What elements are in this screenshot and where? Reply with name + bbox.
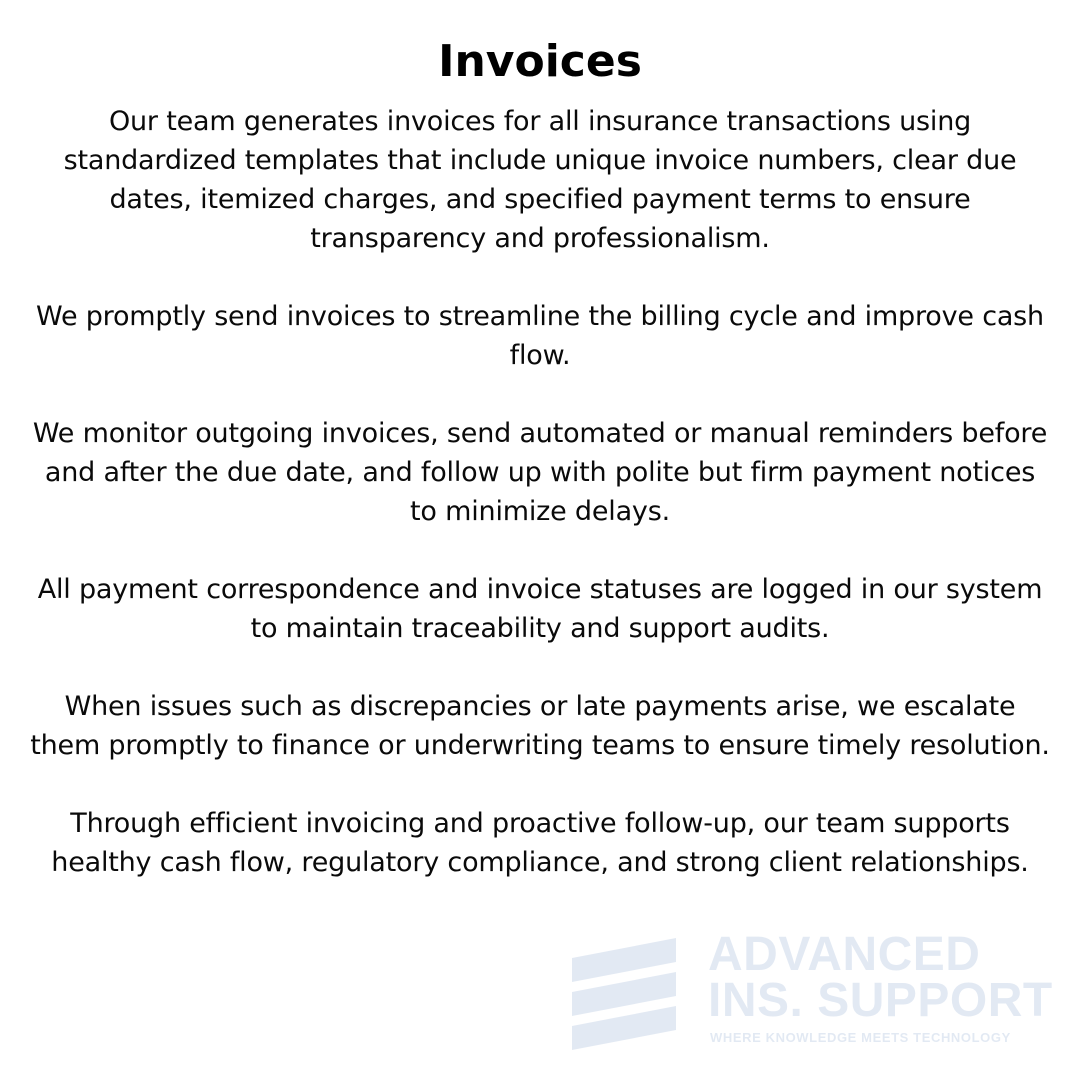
watermark-line1: ADVANCED: [708, 928, 981, 981]
logo-mark-icon: [572, 938, 688, 1050]
company-watermark-logo: [572, 930, 1052, 1060]
paragraph-summary: Through efficient invoicing and proactive follow-up, our team supports healthy cash flow, regulatory compliance, and strong client relationships.: [51, 808, 1029, 878]
watermark-line2: INS. SUPPORT: [708, 974, 1053, 1027]
paragraph-logging: All payment correspondence and invoice statuses are logged in our system to maintain traceability and support audits.: [37, 574, 1043, 644]
watermark-tagline: WHERE KNOWLEDGE MEETS TECHNOLOGY: [710, 1030, 1011, 1045]
paragraph-sending: We promptly send invoices to streamline the billing cycle and improve cash flow.: [36, 301, 1044, 371]
body-text: [30, 102, 1050, 921]
paragraph-escalation: When issues such as discrepancies or late payments arise, we escalate them promptly to finance or underwriting teams to ensure timely resolution.: [30, 691, 1050, 761]
page-title: Invoices: [438, 36, 642, 87]
paragraph-templates: Our team generates invoices for all insurance transactions using standardized templates that include unique invoice numbers, clear due dates, itemized charges, and specified payment terms to ensure transparency and professionalism.: [63, 106, 1017, 254]
paragraph-reminders: We monitor outgoing invoices, send automated or manual reminders before and after the due date, and follow up with polite but firm payment notices to minimize delays.: [32, 418, 1048, 527]
